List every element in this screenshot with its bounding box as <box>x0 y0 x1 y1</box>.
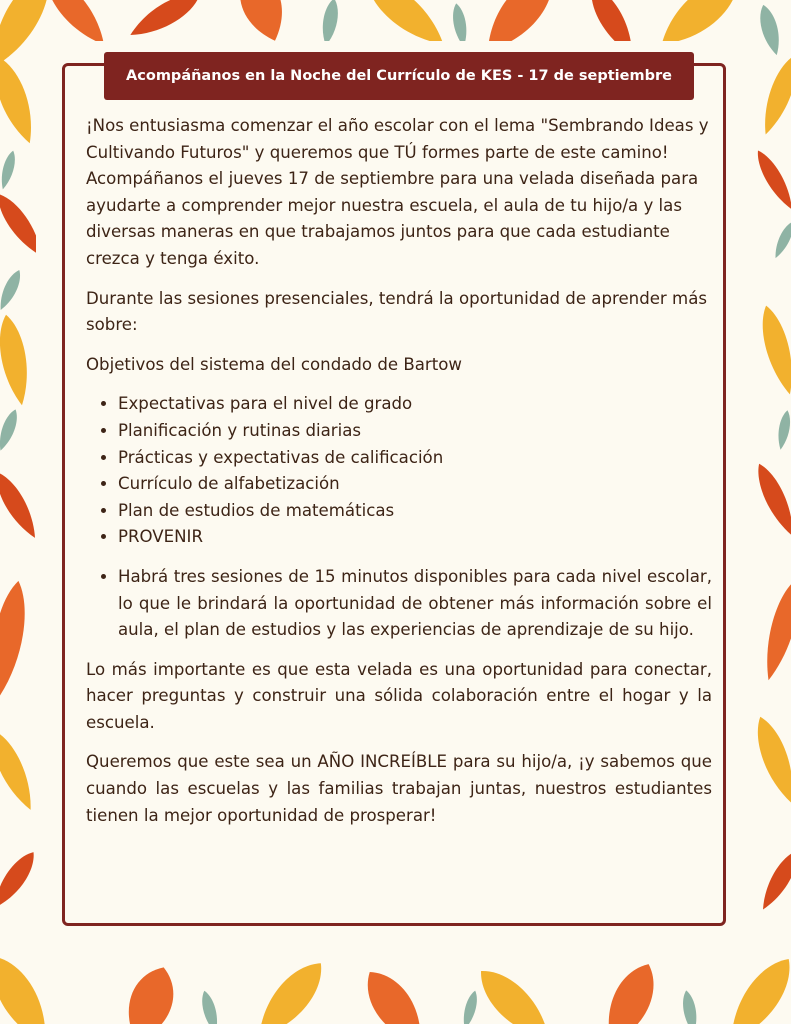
session-note: • Habrá tres sesiones de 15 minutos disponibles para cada nivel escolar, lo que le brindará la oportunidad de obtener más información sobre el aula, el plan de estudios y las experiencias de aprendizaje de su hijo. <box>118 564 712 644</box>
intro-paragraph: ¡Nos entusiasma comenzar el año escolar con el lema "Sembrando Ideas y Cultivando Futuros" y queremos que TÚ formes parte de este camino! Acompáñanos el jueves 17 de septiembre para una velada diseñada para ayudarte a comprender mejor nuestra escuela, el aula de tu hijo/a y las diversas maneras en que trabajamos juntos para que cada estudiante crezca y tenga éxito. <box>86 116 709 268</box>
letter-body <box>86 113 712 842</box>
list-item: • PROVENIR <box>118 524 712 551</box>
list-item: • Prácticas y expectativas de calificación <box>118 445 712 472</box>
list-item: • Currículo de alfabetización <box>118 471 712 498</box>
list-item: • Expectativas para el nivel de grado <box>118 391 712 418</box>
importance-paragraph: Lo más importante es que esta velada es una oportunidad para conectar, hacer preguntas y construir una sólida colaboración entre el hogar y la escuela. <box>86 659 712 732</box>
sessions-lead: Durante las sesiones presenciales, tendrá la oportunidad de aprender más sobre: <box>86 288 708 335</box>
closing-paragraph: Queremos que este sea un AÑO INCREÍBLE para su hijo/a, ¡y sabemos que cuando las escuelas y las familias trabajan juntas, nuestros estudiantes tienen la mejor oportunidad de prosperar! <box>86 752 712 825</box>
list-item: • Plan de estudios de matemáticas <box>118 498 712 525</box>
page-title: Acompáñanos en la Noche del Currículo de KES - 17 de septiembre <box>126 68 672 84</box>
session-note-list <box>86 564 712 644</box>
list-item: • Planificación y rutinas diarias <box>118 418 712 445</box>
district-goals-line: Objetivos del sistema del condado de Bartow <box>86 354 462 374</box>
title-banner <box>104 52 694 100</box>
topics-list <box>86 391 712 551</box>
